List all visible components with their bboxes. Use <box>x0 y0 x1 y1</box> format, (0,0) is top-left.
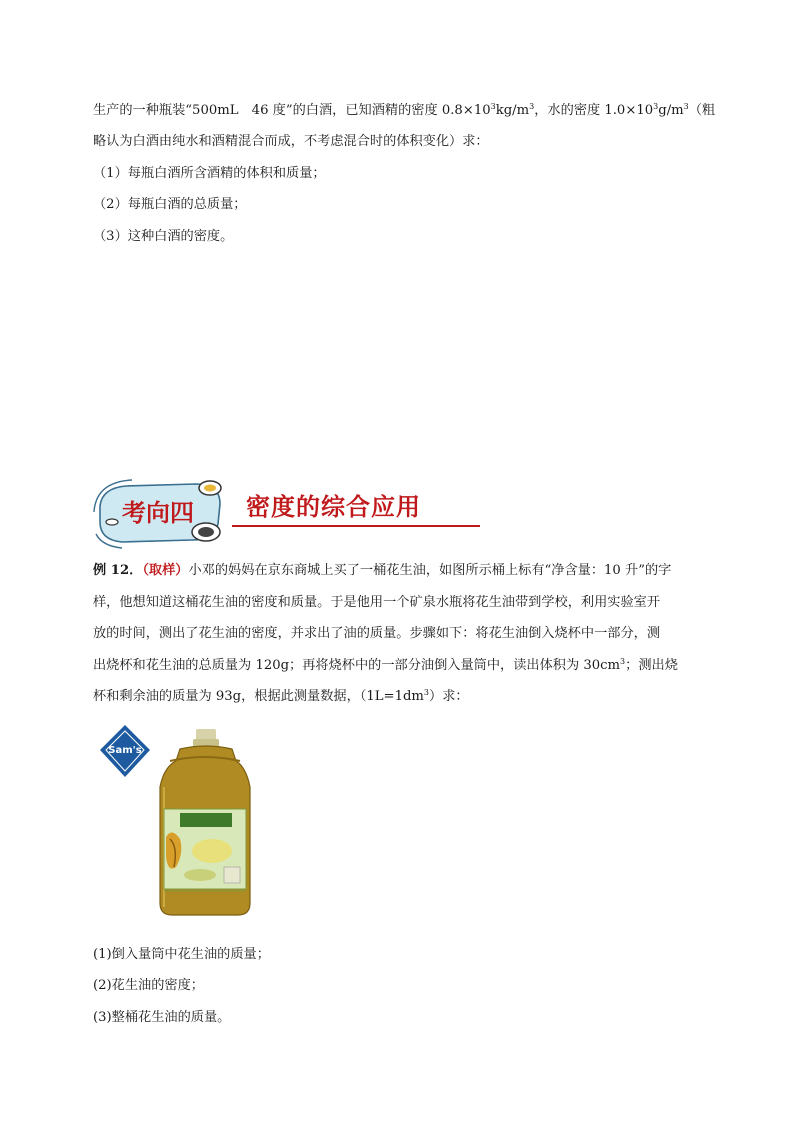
question-2: （2）每瓶白酒的总质量； <box>93 197 247 212</box>
example-line-2: 样，他想知道这桶花生油的密度和质量。于是他用一个矿泉水瓶将花生油带到学校，利用实验室开 <box>93 595 661 610</box>
example-question-2: (2)花生油的密度； <box>93 978 204 993</box>
example-tag: （取样） <box>142 563 189 578</box>
question-3: （3）这种白酒的密度。 <box>93 229 234 244</box>
section-badge-icon <box>92 476 228 550</box>
store-logo <box>98 723 152 779</box>
svg-text:Sam's: Sam's <box>108 745 142 756</box>
example-line-3: 放的时间，测出了花生油的密度，并求出了油的质量。步骤如下：将花生油倒入烧杯中一部分，测 <box>93 626 661 641</box>
example-line-5: 杯和剩余油的质量为 93g，根据此测量数据，$(1L=1dm^3)$求： <box>93 688 469 704</box>
example-line-1: 例 12．（取样）小邓的妈妈在京东商城上买了一桶花生油，如图所示桶上标有“净含量：10 升”的字 <box>93 563 672 578</box>
section-badge-text: 考向四 <box>122 498 194 527</box>
example-line-4: 出烧杯和花生油的总质量为 120g；再将烧杯中的一部分油倒入量筒中，读出体积为 $30cm^3$；测出烧 <box>93 657 678 673</box>
example-label: 例 12． <box>93 563 143 578</box>
section-title: 密度的综合应用 <box>232 487 480 527</box>
question-1: （1）每瓶白酒所含酒精的体积和质量； <box>93 166 326 181</box>
example-question-1: (1)倒入量筒中花生油的质量； <box>93 947 270 962</box>
example-question-3: (3)整桶花生油的质量。 <box>93 1010 231 1025</box>
peanut-oil-bottle-image <box>150 727 260 920</box>
problem-line-1: 生产的一种瓶装“500mL 46 度”的白酒，已知酒精的密度 $0.8\times 10^3kg/m^3$，水的密度 $1.0\times 10^3g/m^3$（粗 <box>93 102 716 118</box>
problem-line-2: 略认为白酒由纯水和酒精混合而成，不考虑混合时的体积变化）求： <box>93 134 489 149</box>
